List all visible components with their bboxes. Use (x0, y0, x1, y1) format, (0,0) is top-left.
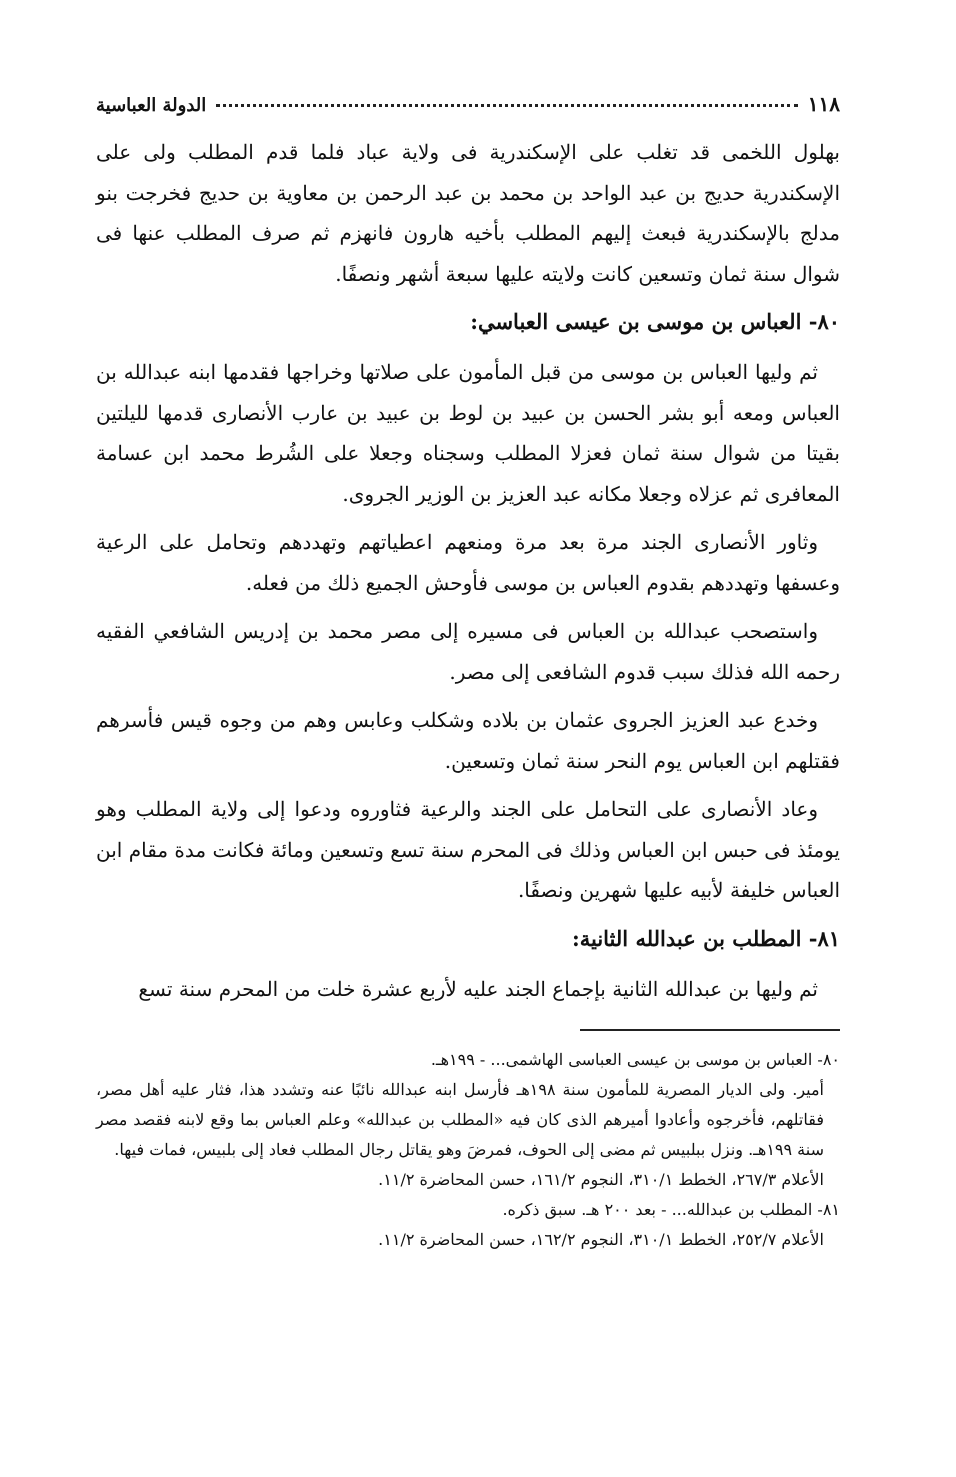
footnote-81-title: ٨١- المطلب بن عبدالله... - بعد ٢٠٠ هـ. سبق ذكره. (502, 1200, 840, 1219)
paragraph: بهلول اللخمى قد تغلب على الإسكندرية فى ولاية عباد فلما قدم المطلب ولى على الإسكندرية حديج بن عبد الواحد بن محمد بن عبد الرحمن بن معاوية بن حديج فخرجت بنو مدلج بالإسكندرية فبعث إليهم المطلب بأخيه هارون فانهزم ثم صرف المطلب عنها فى شوال سنة ثمان وتسعين كانت ولايته عليها سبعة أشهر ونصفًا. (96, 140, 840, 286)
paragraph: وخدع عبد العزيز الجروى عثمان بن بلاده وشكلب وعابس وهم من وجوه قيس فأسرهم فقتلهم ابن العباس يوم النحر سنة ثمان وتسعين. (96, 708, 840, 773)
main-text (96, 132, 840, 1009)
footnote-80-text: أمير. ولى الديار المصرية للمأمون سنة ١٩٨هـ فأرسل ابنه عبدالله نائبًا عنه وتشدد هذا، فثار عليه أهل مصر، فقاتلهم، فأخرجوه وأعادوا أميرهم الذى كان فيه «المطلب بن عبدالله» وعلم العباس بما وقع لابنه فقصد مصر سنة ١٩٩هـ. ونزل ببلبيس ثم مضى إلى الحوف، فمرضَ وهو يقاتل رجال المطلب فعاد إلى بلبيس، فمات فيها. (96, 1080, 824, 1159)
paragraph: ثم وليها العباس بن موسى من قبل المأمون على صلاتها وخراجها فقدمها ابنه عبدالله بن العباس ومعه أبو بشر الحسن بن عبيد بن لوط بن عبيد بن عارب الأنصارى قدمها لليلتين بقيتا من شوال سنة ثمان فعزلا المطلب وسجناه وجعلا على الشُرط محمد ابن عسامة المعافرى ثم عزلاه وجعلا مكانه عبد العزيز بن الوزير الجروى. (96, 360, 840, 506)
paragraph: ثم وليها بن عبدالله الثانية بإجماع الجند عليه لأربع عشرة خلت من المحرم سنة تسع (138, 976, 818, 1001)
running-title: الدولة العباسية (96, 95, 207, 116)
book-page (96, 92, 840, 1422)
footnote-separator (580, 1029, 840, 1031)
footnotes (96, 1045, 840, 1255)
header-dot-leader (216, 104, 797, 107)
paragraph: وثاور الأنصارى الجند مرة بعد مرة ومنعهم اعطياتهم وتهددهم وتحامل على الرعية وعسفها وتهددهم بقدوم العباس بن موسى فأوحش الجميع ذلك من فعله. (96, 530, 840, 595)
section-heading-81: ٨١- المطلب بن عبدالله الثانية: (571, 925, 840, 951)
page-number: ١١٨ (807, 92, 840, 116)
footnote-80-references: الأعلام ٢٦٧/٣، الخطط ٣١٠/١، النجوم ١٦١/٢، حسن المحاضرة ١١/٢. (378, 1170, 824, 1189)
running-header (96, 92, 840, 128)
paragraph: واستصحب عبدالله بن العباس فى مسيره إلى مصر محمد بن إدريس الشافعي الفقيه رحمه الله فذلك سبب قدوم الشافعى إلى مصر. (96, 619, 840, 684)
section-heading-80: ٨٠- العباس بن موسى بن عيسى العباسي: (470, 309, 840, 334)
footnote-80-title: ٨٠- العباس بن موسى بن عيسى العباسى الهاشمى... - ١٩٩هـ. (430, 1050, 840, 1069)
footnote-81-references: الأعلام ٢٥٢/٧، الخطط ٣١٠/١، النجوم ١٦٢/٢، حسن المحاضرة ١١/٢. (378, 1230, 824, 1249)
paragraph: وعاد الأنصارى على التحامل على الجند والرعية فثاوروه ودعوا إلى ولاية المطلب وهو يومئذ فى حبس ابن العباس وذلك فى المحرم سنة تسع وتسعين ومائة فكانت مدة مقام ابن العباس خليفة لأبيه عليها شهرين ونصفًا. (96, 797, 840, 902)
